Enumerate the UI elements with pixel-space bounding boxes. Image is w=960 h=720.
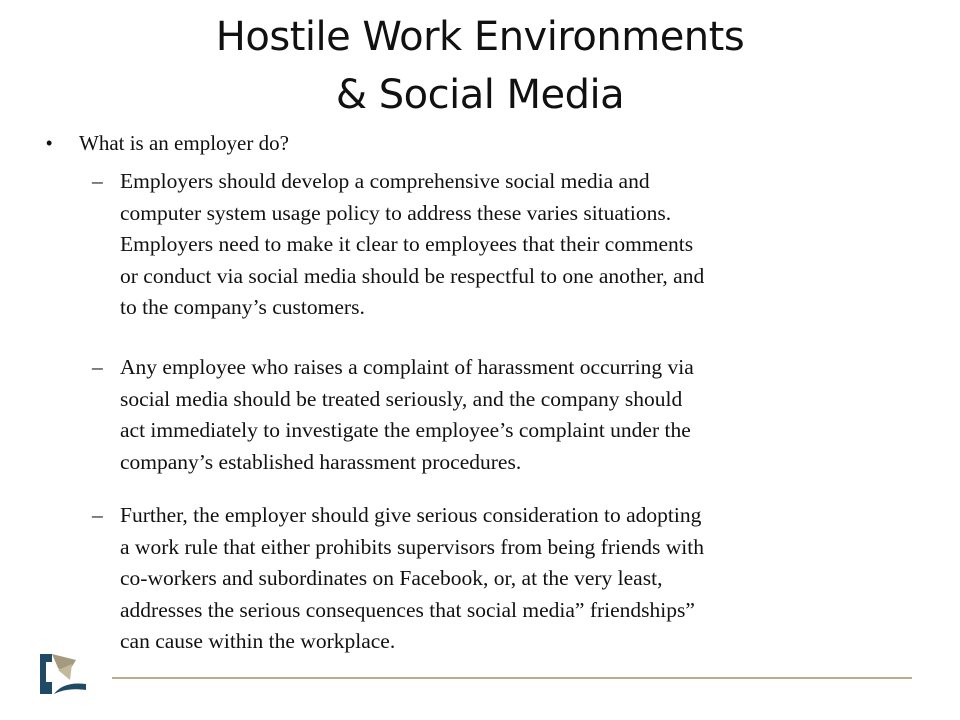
sub-bullet-text bbox=[120, 166, 932, 324]
text-line: Further, the employer should give serious consideration to adopting bbox=[120, 503, 702, 527]
text-line: Employers should develop a comprehensive social media and bbox=[120, 169, 650, 193]
sub-bullet-marker: – bbox=[92, 169, 103, 193]
title-line-2: & Social Media bbox=[335, 72, 625, 118]
sub-bullet-text bbox=[120, 352, 932, 478]
text-line: can cause within the workplace. bbox=[120, 629, 396, 653]
text-line: co-workers and subordinates on Facebook, or, at the very least, bbox=[120, 566, 663, 590]
bullet-marker: • bbox=[46, 133, 53, 153]
text-line: Any employee who raises a complaint of harassment occurring via bbox=[120, 355, 694, 379]
text-line: act immediately to investigate the employee’s complaint under the bbox=[120, 418, 691, 442]
bullet-text: What is an employer do? bbox=[79, 131, 289, 155]
sub-bullet-marker: – bbox=[92, 503, 103, 527]
footer-divider bbox=[112, 677, 912, 679]
text-line: or conduct via social media should be respectful to one another, and bbox=[120, 263, 705, 288]
text-line: computer system usage policy to address these varies situations. bbox=[120, 200, 672, 225]
text-line: addresses the serious consequences that social media” friendships” bbox=[120, 597, 695, 622]
text-line: company’s established harassment procedures. bbox=[120, 449, 522, 474]
text-line: social media should be treated seriously, and the company should bbox=[120, 386, 683, 411]
sub-bullet-marker: – bbox=[92, 355, 103, 379]
sub-bullet-text bbox=[120, 500, 932, 658]
organization-logo-icon bbox=[36, 650, 96, 698]
slide-title bbox=[60, 8, 900, 124]
title-line-1: Hostile Work Environments bbox=[215, 14, 745, 60]
text-line: a work rule that either prohibits supervisors from being friends with bbox=[120, 534, 704, 559]
text-line: Employers need to make it clear to employees that their comments bbox=[120, 232, 694, 256]
text-line: to the company’s customers. bbox=[120, 295, 365, 319]
